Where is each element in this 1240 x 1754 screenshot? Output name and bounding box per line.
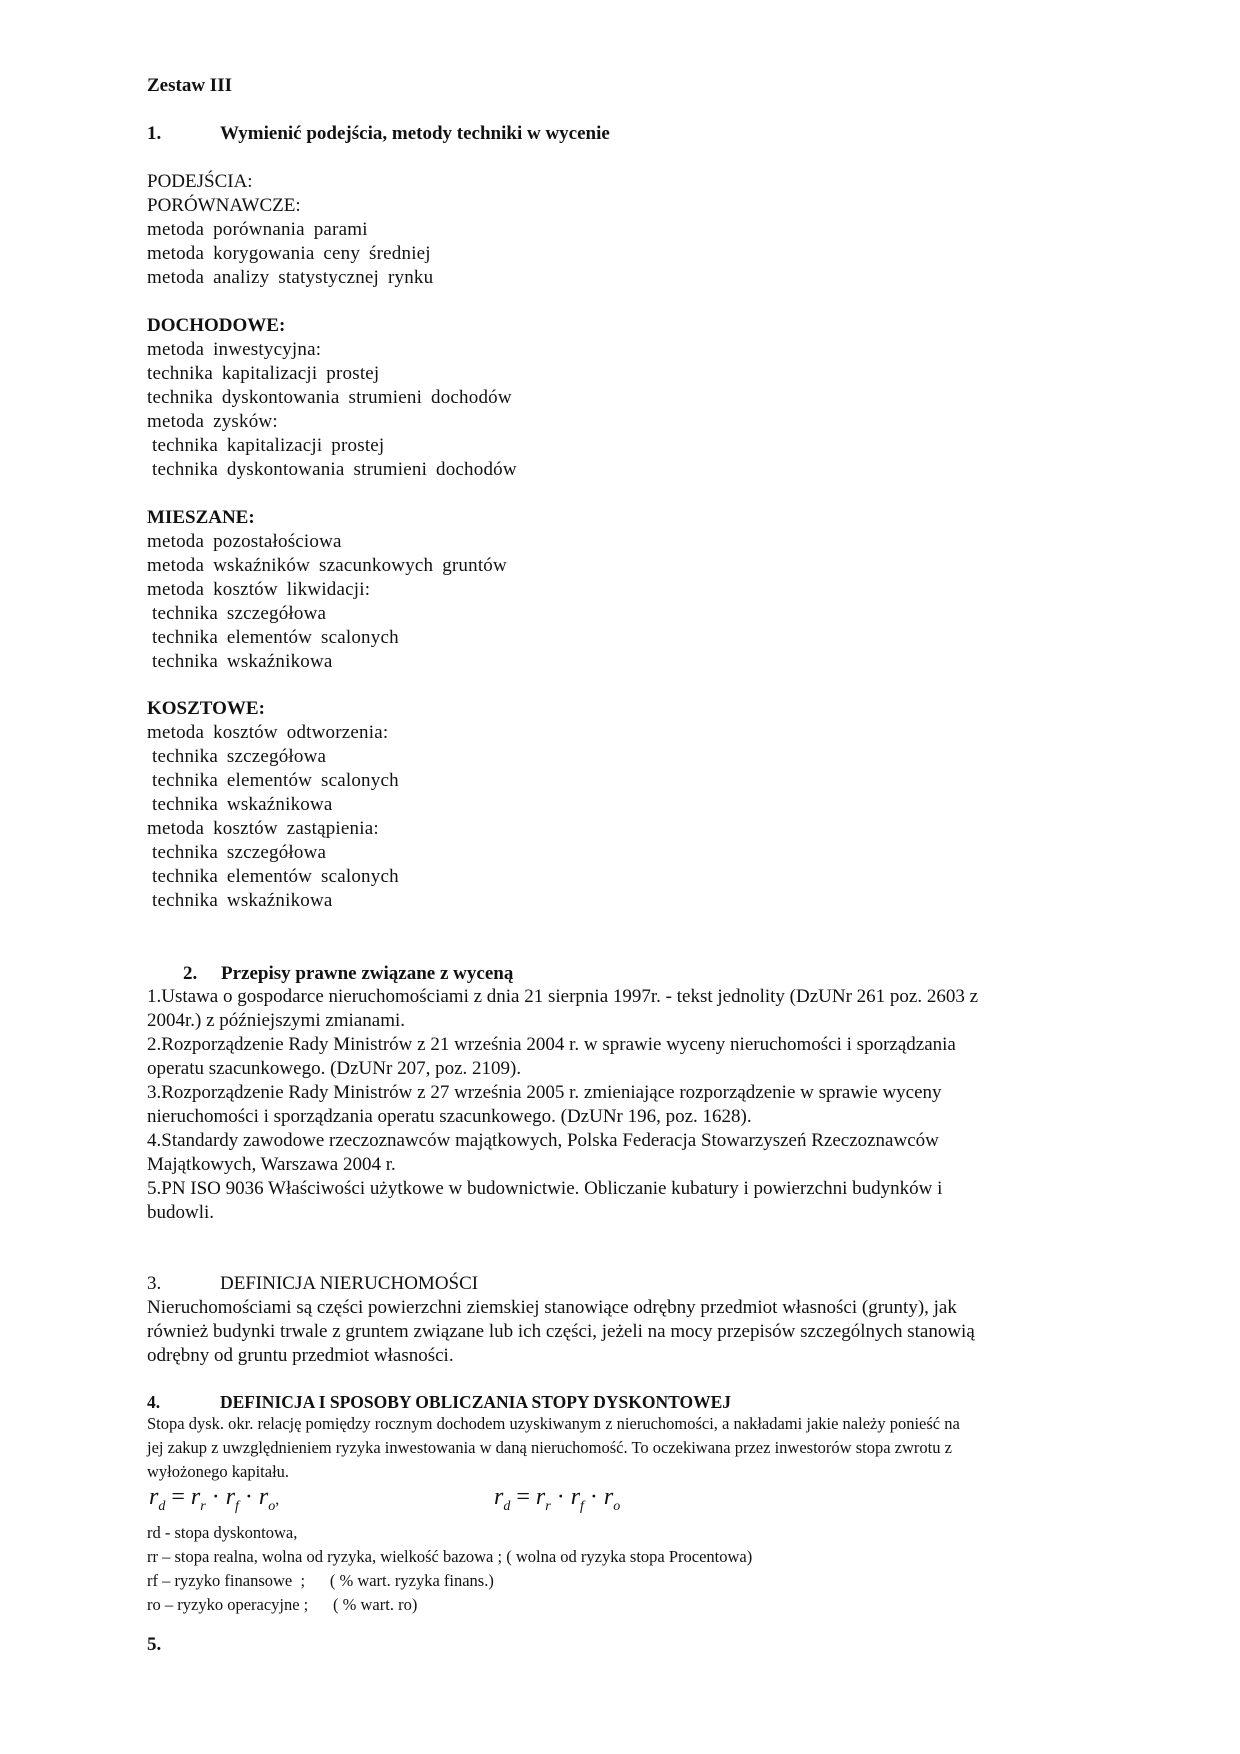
heading-mieszane: MIESZANE:: [147, 507, 255, 528]
q2-heading: [183, 962, 1063, 986]
list-item: technika elementów scalonych: [152, 866, 399, 887]
q2-line: 2004r.) z późniejszymi zmianami.: [147, 1010, 406, 1031]
list-item: metoda wskaźników szacunkowych gruntów: [147, 555, 507, 576]
q3-number: 3.: [147, 1273, 162, 1294]
list-item: technika wskaźnikowa: [152, 890, 333, 911]
q4-line: wyłożonego kapitału.: [147, 1462, 290, 1481]
heading-dochodowe: DOCHODOWE:: [147, 315, 286, 336]
document-title: Zestaw III: [147, 75, 232, 96]
list-item: metoda kosztów likwidacji:: [147, 579, 371, 600]
q3-title: DEFINICJA NIERUCHOMOŚCI: [220, 1273, 479, 1294]
q2-line: budowli.: [147, 1202, 215, 1223]
q3-line: Nieruchomościami są części powierzchni ziemskiej stanowiące odrębny przedmiot własności (grunty), jak: [147, 1297, 957, 1318]
q2-title: Przepisy prawne związane z wyceną: [221, 963, 514, 984]
list-item: metoda kosztów odtworzenia:: [147, 722, 389, 743]
q1-heading: [147, 122, 1077, 146]
legend-item: rf – ryzyko finansowe ; ( % wart. ryzyka finans.): [147, 1571, 494, 1590]
formula-discount-rate-2: $r_d = r_r \cdot r_f \cdot r_o$: [494, 1484, 621, 1514]
q5-number: 5.: [147, 1634, 162, 1655]
q4-legend: [147, 1522, 1077, 1618]
list-item: technika elementów scalonych: [152, 627, 399, 648]
q2-number: 2.: [183, 963, 198, 984]
q4-line: jej zakup z uwzględnieniem ryzyka inwestowania w daną nieruchomość. To oczekiwana przez inwestorów stopa zwrotu z: [147, 1438, 952, 1457]
q2-line: operatu szacunkowego. (DzUNr 207, poz. 2109).: [147, 1058, 522, 1079]
legend-item: ro – ryzyko operacyjne ; ( % wart. ro): [147, 1595, 418, 1614]
q2-line: 2.Rozporządzenie Rady Ministrów z 21 września 2004 r. w sprawie wyceny nieruchomości i sporządzania: [147, 1034, 956, 1055]
q4-number: 4.: [147, 1392, 161, 1412]
q2-line: Majątkowych, Warszawa 2004 r.: [147, 1154, 396, 1175]
heading-kosztowe: KOSZTOWE:: [147, 698, 265, 719]
list-item: technika dyskontowania strumieni dochodów: [152, 459, 517, 480]
list-item: metoda pozostałościowa: [147, 531, 342, 552]
section-kosztowe: [147, 697, 1077, 913]
list-item: technika dyskontowania strumieni dochodów: [147, 387, 512, 408]
q1-number: 1.: [147, 123, 162, 144]
q2-line: 3.Rozporządzenie Rady Ministrów z 27 września 2005 r. zmieniające rozporządzenie w sprawie wyceny: [147, 1082, 942, 1103]
list-item: metoda porównania parami: [147, 219, 368, 240]
q4-paragraph: [147, 1413, 1077, 1485]
q1-title: Wymienić podejścia, metody techniki w wycenie: [220, 123, 610, 144]
list-item: metoda inwestycyjna:: [147, 339, 322, 360]
list-item: technika wskaźnikowa: [152, 794, 333, 815]
legend-item: rr – stopa realna, wolna od ryzyka, wielkość bazowa ; ( wolna od ryzyka stopa Procentowa): [147, 1547, 753, 1566]
list-item: technika kapitalizacji prostej: [152, 435, 385, 456]
list-item: metoda korygowania ceny średniej: [147, 243, 431, 264]
q2-line: 1.Ustawa o gospodarce nieruchomościami z dnia 21 sierpnia 1997r. - tekst jednolity (DzUNr 261 poz. 2603 z: [147, 986, 979, 1007]
label-podejscia: PODEJŚCIA:: [147, 171, 253, 192]
q2-line: 4.Standardy zawodowe rzeczoznawców majątkowych, Polska Federacja Stowarzyszeń Rzeczoznawców: [147, 1130, 939, 1151]
list-item: metoda kosztów zastąpienia:: [147, 818, 379, 839]
section-mieszane: [147, 506, 1077, 674]
section-porownawcze: [147, 170, 1077, 290]
list-item: technika szczegółowa: [152, 842, 327, 863]
q2-line: 5.PN ISO 9036 Właściwości użytkowe w budownictwie. Obliczanie kubatury i powierzchni budynków i: [147, 1178, 943, 1199]
section-dochodowe: [147, 314, 1077, 482]
list-item: technika wskaźnikowa: [152, 651, 333, 672]
list-item: technika szczegółowa: [152, 746, 327, 767]
list-item: technika kapitalizacji prostej: [147, 363, 380, 384]
formula-discount-rate-1: $r_d = r_r \cdot r_f \cdot r_o$,: [149, 1484, 280, 1514]
q3-paragraph: [147, 1296, 1077, 1368]
q2-line: nieruchomości i sporządzania operatu szacunkowego. (DzUNr 196, poz. 1628).: [147, 1106, 752, 1127]
heading-porownawcze: PORÓWNAWCZE:: [147, 195, 301, 216]
q4-heading: [147, 1390, 1077, 1414]
list-item: technika szczegółowa: [152, 603, 327, 624]
q3-line: odrębny od gruntu przedmiot własności.: [147, 1345, 454, 1366]
legend-item: rd - stopa dyskontowa,: [147, 1523, 298, 1542]
q2-list: [147, 985, 1077, 1225]
q4-title: DEFINICJA I SPOSOBY OBLICZANIA STOPY DYSKONTOWEJ: [220, 1392, 732, 1412]
q3-heading: [147, 1272, 1077, 1296]
q4-line: Stopa dysk. okr. relację pomiędzy rocznym dochodem uzyskiwanym z nieruchomości, a nakładami jakie należy ponieść na: [147, 1414, 960, 1433]
list-item: metoda analizy statystycznej rynku: [147, 267, 434, 288]
list-item: technika elementów scalonych: [152, 770, 399, 791]
q3-line: również budynki trwale z gruntem związane lub ich części, jeżeli na mocy przepisów szczególnych stanowią: [147, 1321, 975, 1342]
list-item: metoda zysków:: [147, 411, 278, 432]
